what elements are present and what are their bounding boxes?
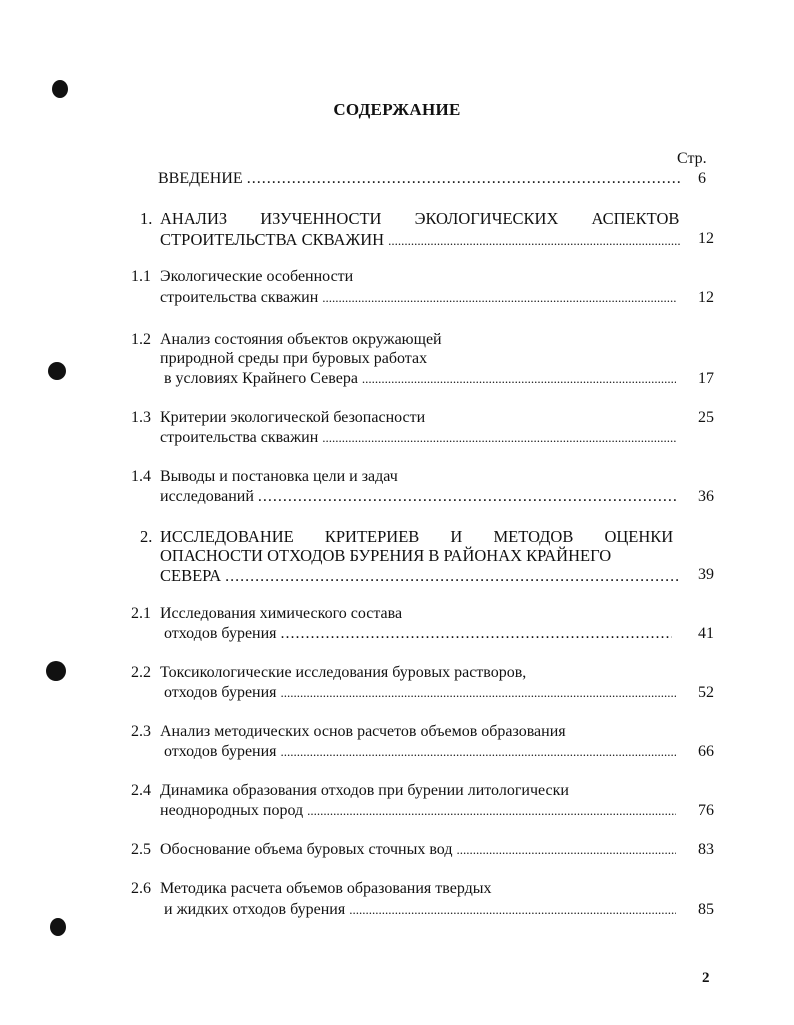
toc-entry-1-1[interactable]	[160, 289, 680, 309]
toc-entry-title: неоднородных пород	[160, 802, 304, 819]
toc-entry-title: СТРОИТЕЛЬСТВА СКВАЖИН	[160, 230, 385, 249]
dot-leader	[225, 568, 680, 586]
toc-page-number: 6	[698, 170, 706, 187]
dot-leader	[281, 685, 676, 701]
toc-entry-1-4[interactable]	[160, 488, 680, 508]
dot-leader	[281, 744, 676, 760]
toc-entry-title: СЕВЕРА	[160, 566, 222, 585]
toc-entry-2[interactable]	[160, 566, 684, 586]
dot-leader	[362, 371, 676, 387]
toc-page-number: 12	[698, 230, 714, 247]
toc-section-number: 1.2	[131, 331, 151, 348]
toc-section-number: 2.2	[131, 664, 151, 681]
toc-entry-title: в условиях Крайнего Севера	[164, 370, 358, 387]
toc-entry-title: ИССЛЕДОВАНИЕ КРИТЕРИЕВ И МЕТОДОВ ОЦЕНКИ	[160, 527, 674, 546]
toc-entry-1-3[interactable]	[160, 429, 680, 449]
toc-entry-title: отходов бурения	[164, 743, 277, 760]
toc-entry-title: АНАЛИЗ ИЗУЧЕННОСТИ ЭКОЛОГИЧЕСКИХ АСПЕКТОВ	[160, 209, 680, 228]
toc-entry-title: Критерии экологической безопасности	[160, 409, 426, 426]
toc-page-number: 76	[698, 802, 714, 819]
toc-page-number: 83	[698, 841, 714, 858]
toc-section-number: 1.3	[131, 409, 151, 426]
dot-leader	[456, 842, 676, 858]
toc-entry-2-5[interactable]	[160, 841, 680, 861]
toc-page-number: 39	[698, 566, 714, 583]
toc-entry-title: Экологические особенности	[160, 268, 354, 285]
dot-leader	[307, 803, 676, 819]
page-column-label: Стр.	[677, 150, 707, 167]
toc-section-number: 1.1	[131, 268, 151, 285]
toc-page-number: 85	[698, 901, 714, 918]
toc-page-number: 41	[698, 625, 714, 642]
toc-entry-title: отходов бурения	[164, 625, 277, 642]
toc-section-number: 1.4	[131, 468, 151, 485]
toc-entry-title: Динамика образования отходов при бурении литологически	[160, 782, 569, 799]
page-title: СОДЕРЖАНИЕ	[333, 100, 461, 119]
toc-page-number: 25	[698, 409, 714, 426]
dot-leader	[258, 488, 676, 506]
toc-entry-2-3[interactable]	[164, 743, 680, 763]
toc-entry-2-6[interactable]	[164, 901, 680, 921]
toc-entry-1[interactable]	[160, 230, 684, 250]
toc-entry-title: Выводы и постановка цели и задач	[160, 468, 398, 485]
toc-section-number: 2.3	[131, 723, 151, 740]
toc-entry-title: природной среды при буровых работах	[160, 350, 428, 367]
toc-section-number: 2.5	[131, 841, 151, 858]
toc-entry-2-2[interactable]	[164, 684, 680, 704]
toc-section-number: 2.1	[131, 605, 151, 622]
toc-page-number: 12	[698, 289, 714, 306]
toc-entry-title: Исследования химического состава	[160, 605, 403, 622]
toc-entry-1-2[interactable]	[164, 370, 680, 390]
toc-page-number: 36	[698, 488, 714, 505]
toc-entry-2-1[interactable]	[164, 625, 676, 645]
toc-section-number: 1.	[140, 209, 153, 228]
toc-page-number: 17	[698, 370, 714, 387]
toc-entry-title: и жидких отходов бурения	[164, 901, 346, 918]
toc-entry-title: ВВЕДЕНИЕ	[158, 170, 243, 187]
toc-section-number: 2.6	[131, 880, 151, 897]
toc-entry-title: Методика расчета объемов образования твердых	[160, 880, 492, 897]
toc-section-number: 2.4	[131, 782, 151, 799]
dot-leader	[349, 902, 676, 918]
toc-entry-title: строительства скважин	[160, 429, 319, 446]
toc-page-number: 66	[698, 743, 714, 760]
toc-entry-title: ОПАСНОСТИ ОТХОДОВ БУРЕНИЯ В РАЙОНАХ КРАЙНЕГО	[160, 546, 612, 565]
toc-entry-intro[interactable]	[158, 170, 684, 190]
toc-entry-title: Анализ состояния объектов окружающей	[160, 331, 442, 348]
scan-blot	[48, 362, 66, 380]
toc-entry-title: отходов бурения	[164, 684, 277, 701]
toc-entry-title: Токсикологические исследования буровых растворов,	[160, 664, 527, 681]
toc-entry-title: Анализ методических основ расчетов объемов образования	[160, 723, 566, 740]
toc-entry-title: Обоснование объема буровых сточных вод	[160, 841, 453, 858]
dot-leader	[322, 430, 676, 446]
toc-entry-title: строительства скважин	[160, 289, 319, 306]
toc-entry-2-4[interactable]	[160, 802, 680, 822]
dot-leader	[247, 170, 680, 188]
dot-leader	[281, 625, 672, 643]
scan-blot	[50, 918, 66, 936]
page-number: 2	[702, 970, 710, 986]
scan-blot	[52, 80, 68, 98]
scan-blot	[46, 661, 66, 681]
toc-page-number: 52	[698, 684, 714, 701]
dot-leader	[388, 233, 680, 249]
toc-section-number: 2.	[140, 527, 153, 546]
dot-leader	[322, 290, 676, 306]
toc-section-title-line	[160, 209, 684, 229]
toc-entry-title: исследований	[160, 488, 254, 505]
